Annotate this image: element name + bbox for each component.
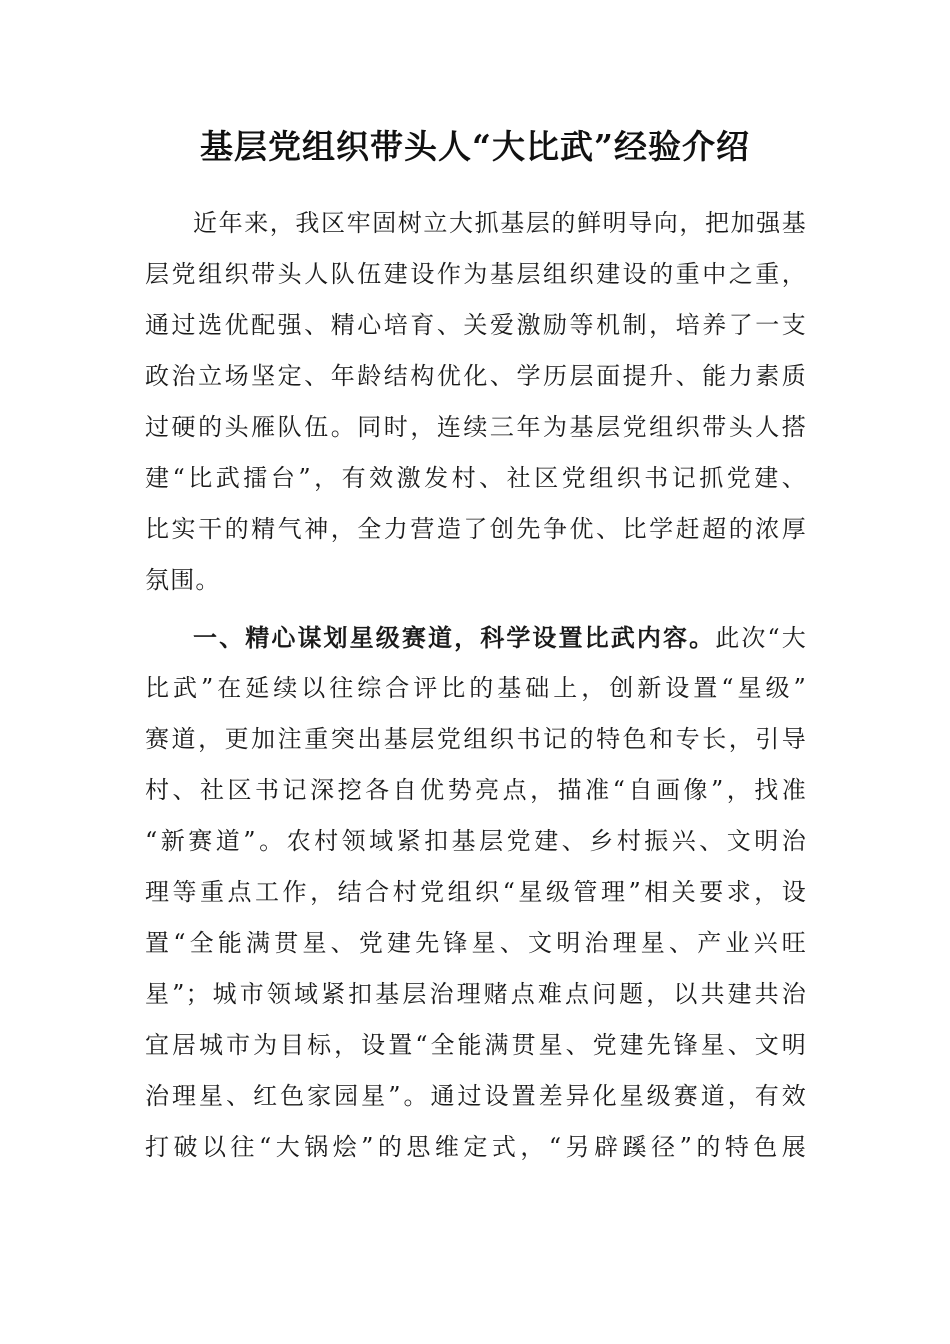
paragraph-line: 比武”在延续以往综合评比的基础上，创新设置“星级” xyxy=(145,674,807,702)
paragraph-line: 星”；城市领域紧扣基层治理赌点难点问题，以共建共治 xyxy=(145,980,807,1008)
paragraph-line: 政治立场坚定、年龄结构优化、学历层面提升、能力素质 xyxy=(145,362,807,390)
section-heading-continuation: 此次“大 xyxy=(715,624,807,652)
paragraph-line: 打破以往“大锅烩”的思维定式，“另辟蹊径”的特色展 xyxy=(145,1133,807,1161)
paragraph-line: 比实干的精气神，全力营造了创先争优、比学赶超的浓厚 xyxy=(145,515,807,543)
paragraph-line: 通过选优配强、精心培育、关爱激励等机制，培养了一支 xyxy=(145,311,807,339)
paragraph-line: 过硬的头雁队伍。同时，连续三年为基层党组织带头人搭 xyxy=(145,413,807,441)
section-heading: 一、精心谋划星级赛道，科学设置比武内容。 xyxy=(193,623,716,652)
paragraph-line: 理等重点工作，结合村党组织“星级管理”相关要求，设 xyxy=(145,878,807,906)
paragraph-line: 赛道，更加注重突出基层党组织书记的特色和专长，引导 xyxy=(145,725,807,753)
section-first-line xyxy=(145,612,807,663)
paragraph-line: “新赛道”。农村领域紧扣基层党建、乡村振兴、文明治 xyxy=(145,827,807,855)
paragraph-line: 层党组织带头人队伍建设作为基层组织建设的重中之重， xyxy=(145,260,807,288)
paragraph-line: 宜居城市为目标，设置“全能满贯星、党建先锋星、文明 xyxy=(145,1031,807,1059)
paragraph-line: 置“全能满贯星、党建先锋星、文明治理星、产业兴旺 xyxy=(145,929,807,957)
document-title: 基层党组织带头人“大比武”经验介绍 xyxy=(200,127,750,166)
paragraph-line: 治理星、红色家园星”。通过设置差异化星级赛道，有效 xyxy=(145,1082,807,1110)
section-one-paragraph xyxy=(145,612,807,1173)
paragraph-line: 氛围。 xyxy=(145,566,221,594)
intro-paragraph xyxy=(145,198,807,606)
paragraph-line: 村、社区书记深挖各自优势亮点，描准“自画像”，找准 xyxy=(145,776,807,804)
paragraph-line: 近年来，我区牢固树立大抓基层的鲜明导向，把加强基 xyxy=(193,209,807,237)
paragraph-line: 建“比武擂台”，有效激发村、社区党组织书记抓党建、 xyxy=(145,464,807,492)
